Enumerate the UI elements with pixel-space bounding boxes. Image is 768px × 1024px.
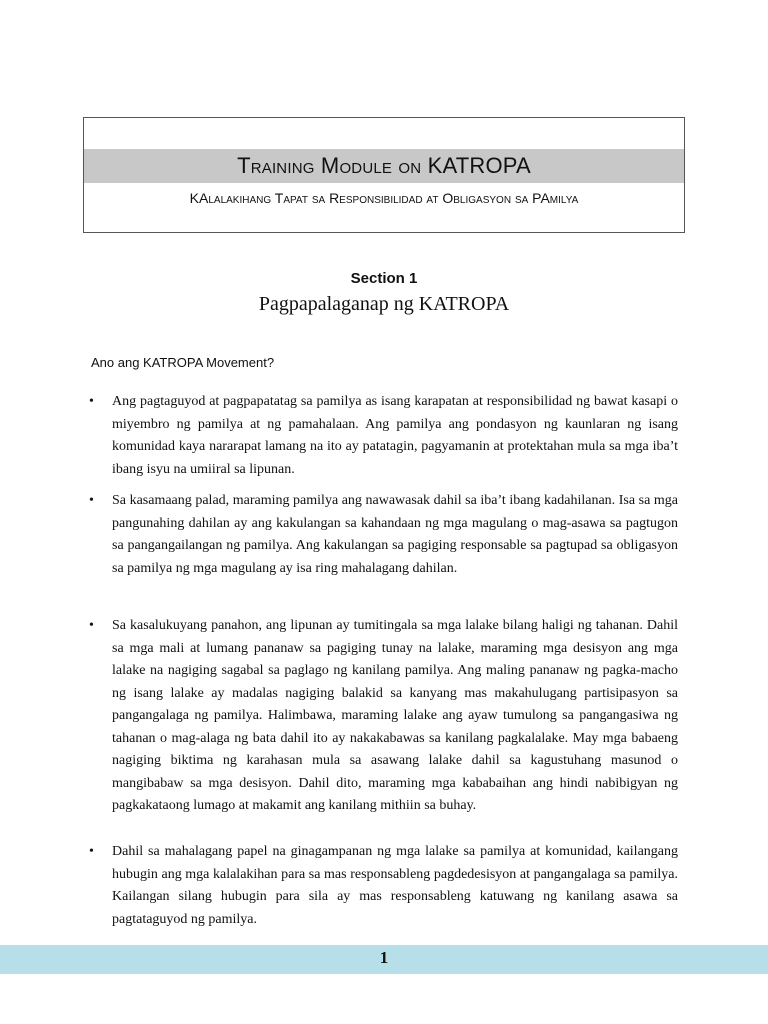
bullet-text: Sa kasamaang palad, maraming pamilya ang nawawasak dahil sa iba’t ibang kadahilanan. Isa sa mga pangunahing dahilan ay ang kakulangan sa kahandaan ng mga magulang o mag-asawa sa pagtugon sa pangangailangan ng pamilya. Ang kakulangan sa pagiging responsable sa pagtupad sa obligasyon sa pamilya ng mga magulang ay isa ring mahalagang dahilan. [112, 493, 678, 576]
bullet-text: Dahil sa mahalagang papel na ginagampanan ng mga lalake sa pamilya at komunidad, kailangang hubugin ang mga kalalakihan para sa mas responsableng pagdedesisyon at pangangalaga sa pamilya. Kailangan silang hubugin para sila ay mas responsableng katuwang ng kanilang asawa sa pagtataguyod ng pamilya. [112, 844, 678, 927]
module-header-box [83, 117, 685, 233]
bullet-icon: • [89, 493, 94, 508]
bullet-text: Sa kasalukuyang panahon, ang lipunan ay tumitingala sa mga lalake bilang haligi ng tahanan. Dahil sa mga mali at lumang pananaw sa pagiging tunay na lalake, maraming mga desisyon ang mga lalake na nagiging sagabal sa paglago ng kanilang pamilya. Ang maling pananaw ng pagka-macho ng isang lalake ay madalas nagiging balakid sa kanyang mas makahulugang partisipasyon sa pangangalaga ng pamilya. Halimbawa, maraming lalake ang ayaw tumulong sa pangangasiwa ng tahanan o mag-alaga ng bata dahil ito ay nakakabawas sa kanilang pagkalalake. May mga babaeng nagiging biktima ng karahasan mula sa asawang lalake dahil sa kagustuhang masunod o mangibabaw sa mga desisyon. Dahil dito, maraming mga kababaihan ang hindi nabibigyan ng pagkakataong lumago at makamit ang kanilang mithiin sa buhay. [112, 618, 678, 813]
bullet-item [89, 615, 678, 818]
page-number: 1 [379, 948, 389, 967]
bullet-item [89, 490, 678, 580]
bullet-item [89, 841, 678, 931]
section-title: Pagpapalaganap ng KATROPA [258, 293, 510, 315]
module-subtitle: KAlalakihang Tapat sa Responsibilidad at Obligasyon sa PAmilya [189, 190, 579, 206]
section-label: Section 1 [350, 270, 418, 287]
module-title: Training Module on KATROPA [237, 153, 531, 178]
bullet-item [89, 391, 678, 481]
bullet-text: Ang pagtaguyod at pagpapatatag sa pamilya as isang karapatan at responsibilidad ng bawat kasapi o miyembro ng pamilya at ng pamahalaan. Ang pamilya ang pondasyon ng kaunlaran ng isang komunidad kaya nararapat lamang na ito ay patatagin, pagyamanin at protektahan mula sa mga iba’t ibang isyu na umiiral sa lipunan. [112, 394, 678, 477]
bullet-icon: • [89, 618, 94, 633]
question-heading: Ano ang KATROPA Movement? [91, 355, 275, 370]
bullet-icon: • [89, 844, 94, 859]
bullet-icon: • [89, 394, 94, 409]
